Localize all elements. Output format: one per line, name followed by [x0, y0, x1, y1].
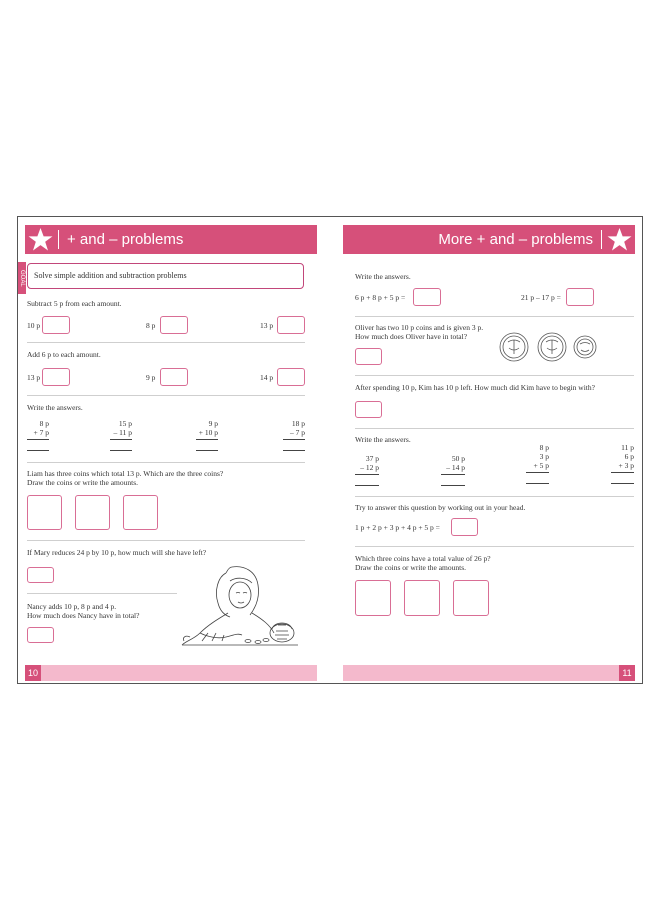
- right-page-header: [343, 225, 635, 254]
- r-q4-prompt: Write the answers.: [355, 435, 411, 444]
- l-q1-item: 13 p: [260, 321, 274, 330]
- answer-box[interactable]: [27, 627, 54, 643]
- answer-box[interactable]: [451, 518, 478, 536]
- l-q3-prompt: Write the answers.: [27, 403, 83, 412]
- divider: [27, 395, 305, 396]
- sum-top: 18 p: [291, 419, 305, 428]
- sum-bottom: + 10 p: [198, 428, 218, 437]
- coins-illustration: [498, 330, 598, 364]
- l-q2-item: 14 p: [260, 373, 274, 382]
- left-page-title: + and – problems: [67, 231, 184, 248]
- divider: [27, 540, 305, 541]
- answer-box[interactable]: [160, 316, 188, 334]
- sum-line: [283, 439, 305, 440]
- r-q6-line1: Which three coins have a total value of 26 p?: [355, 554, 491, 563]
- vertical-sum: [526, 443, 549, 484]
- l-q1-item: 10 p: [27, 321, 41, 330]
- sum-top: 50 p: [451, 454, 465, 463]
- l-q6-line2: How much does Nancy have in total?: [27, 611, 140, 620]
- answer-line[interactable]: [441, 485, 465, 486]
- answer-box[interactable]: [42, 368, 70, 386]
- r-q1-a: 6 p + 8 p + 5 p =: [355, 293, 406, 302]
- header-divider: [601, 230, 602, 249]
- sum-mid: 6 p: [624, 452, 634, 461]
- sum-line: [27, 439, 49, 440]
- coin-answer-box[interactable]: [75, 495, 110, 530]
- header-divider: [58, 230, 59, 249]
- divider: [355, 316, 634, 317]
- goal-box: Solve simple addition and subtraction problems: [27, 263, 304, 289]
- sum-bottom: – 7 p: [290, 428, 305, 437]
- r-q5-expr: 1 p + 2 p + 3 p + 4 p + 5 p =: [355, 523, 440, 532]
- sum-line: [110, 439, 132, 440]
- sum-top: 11 p: [621, 443, 634, 452]
- left-page-header: [25, 225, 317, 254]
- answer-line[interactable]: [283, 450, 305, 451]
- sum-line: [611, 472, 634, 473]
- answer-box[interactable]: [42, 316, 70, 334]
- r-q1-prompt: Write the answers.: [355, 272, 411, 281]
- vertical-sum: [355, 454, 379, 486]
- l-q2-prompt: Add 6 p to each amount.: [27, 350, 101, 359]
- answer-box[interactable]: [277, 368, 305, 386]
- coin-answer-box[interactable]: [453, 580, 489, 616]
- answer-line[interactable]: [196, 450, 218, 451]
- page-number: 10: [25, 665, 41, 681]
- l-q2-item: 9 p: [146, 373, 156, 382]
- sum-top: 9 p: [208, 419, 218, 428]
- l-q1-prompt: Subtract 5 p from each amount.: [27, 299, 122, 308]
- vertical-sum: [611, 443, 634, 484]
- answer-line[interactable]: [110, 450, 132, 451]
- divider: [355, 546, 634, 547]
- vertical-sum: [441, 454, 465, 486]
- answer-line[interactable]: [27, 450, 49, 451]
- divider: [27, 462, 305, 463]
- coin-answer-box[interactable]: [404, 580, 440, 616]
- coin-answer-box[interactable]: [123, 495, 158, 530]
- goal-tab: GOAL: [18, 262, 26, 294]
- divider: [355, 496, 634, 497]
- coin-answer-box[interactable]: [27, 495, 62, 530]
- sum-bottom: + 7 p: [33, 428, 49, 437]
- sum-bottom: – 11 p: [113, 428, 132, 437]
- answer-line[interactable]: [355, 485, 379, 486]
- answer-box[interactable]: [355, 401, 382, 418]
- page-number: 11: [619, 665, 635, 681]
- sum-line: [196, 439, 218, 440]
- l-q6-line1: Nancy adds 10 p, 8 p and 4 p.: [27, 602, 117, 611]
- sum-bottom: – 14 p: [446, 463, 465, 472]
- answer-box[interactable]: [413, 288, 441, 306]
- answer-box[interactable]: [277, 316, 305, 334]
- sum-top: 8 p: [539, 443, 549, 452]
- r-q2-line2: How much does Oliver have in total?: [355, 332, 468, 341]
- l-q5-prompt: If Mary reduces 24 p by 10 p, how much will she have left?: [27, 548, 207, 557]
- answer-box[interactable]: [355, 348, 382, 365]
- answer-box[interactable]: [27, 567, 54, 583]
- sum-bottom: + 3 p: [618, 461, 634, 470]
- r-q3-prompt: After spending 10 p, Kim has 10 p left. How much did Kim have to begin with?: [355, 383, 595, 392]
- left-page-footer: [25, 665, 317, 681]
- sum-top: 8 p: [39, 419, 49, 428]
- sum-top: 15 p: [118, 419, 132, 428]
- r-q2-line1: Oliver has two 10 p coins and is given 3 p.: [355, 323, 484, 332]
- sum-bottom: + 5 p: [533, 461, 549, 470]
- l-q4-line1: Liam has three coins which total 13 p. Which are the three coins?: [27, 469, 224, 478]
- vertical-sum: [196, 419, 218, 451]
- girl-counting-coins-illustration: [178, 563, 308, 653]
- vertical-sum: [27, 419, 49, 451]
- l-q2-item: 13 p: [27, 373, 41, 382]
- sum-mid: 3 p: [539, 452, 549, 461]
- r-q5-prompt: Try to answer this question by working out in your head.: [355, 503, 526, 512]
- l-q1-item: 8 p: [146, 321, 156, 330]
- sum-line: [526, 472, 549, 473]
- star-icon: [28, 227, 53, 252]
- l-q4-line2: Draw the coins or write the amounts.: [27, 478, 139, 487]
- divider: [27, 593, 177, 594]
- sum-line: [355, 474, 379, 475]
- answer-box[interactable]: [160, 368, 188, 386]
- divider: [355, 428, 634, 429]
- vertical-sum: [110, 419, 132, 451]
- workbook-spread: [17, 216, 643, 684]
- answer-line[interactable]: [611, 483, 634, 484]
- star-icon: [607, 227, 632, 252]
- right-page-footer: [343, 665, 635, 681]
- sum-bottom: – 12 p: [360, 463, 379, 472]
- answer-box[interactable]: [566, 288, 594, 306]
- divider: [355, 375, 634, 376]
- coin-answer-box[interactable]: [355, 580, 391, 616]
- r-q1-b: 21 p – 17 p =: [521, 293, 561, 302]
- right-page-title: More + and – problems: [438, 231, 593, 248]
- vertical-sum: [283, 419, 305, 451]
- divider: [27, 342, 305, 343]
- answer-line[interactable]: [526, 483, 549, 484]
- sum-line: [441, 474, 465, 475]
- sum-top: 37 p: [365, 454, 379, 463]
- r-q6-line2: Draw the coins or write the amounts.: [355, 563, 467, 572]
